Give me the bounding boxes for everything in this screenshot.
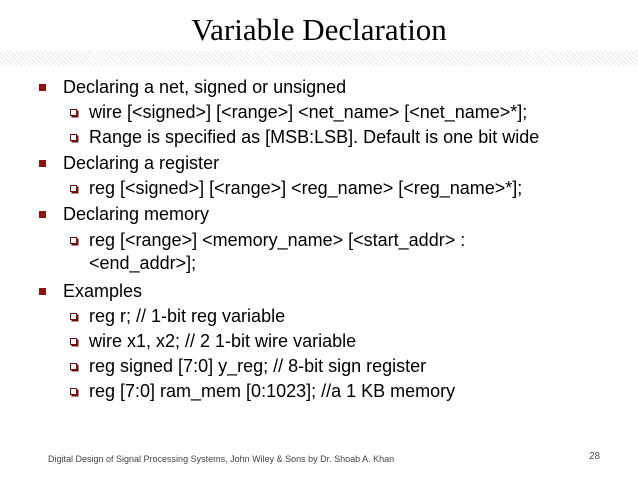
sub-bullet-continuation-text: <end_addr>]; <box>89 253 197 273</box>
square-bullet-icon <box>39 288 46 295</box>
square-bullet-icon <box>39 211 46 218</box>
sub-bullet-text: reg [<range>] <memory_name> [<start_addr> : <box>89 230 466 250</box>
title-divider-band <box>0 51 638 66</box>
bullet-text: Declaring memory <box>63 204 210 224</box>
sub-bullet-text: reg signed [7:0] y_reg; // 8-bit sign register <box>89 356 427 376</box>
page-number: 28 <box>589 451 601 462</box>
sub-bullet-text: Range is specified as [MSB:LSB]. Default is one bit wide <box>89 127 540 147</box>
sub-bullet-text: wire [<signed>] [<range>] <net_name> [<net_name>*]; <box>89 102 528 122</box>
slide-title: Variable Declaration <box>191 12 447 47</box>
hollow-square-bullet-icon <box>70 363 77 370</box>
sub-bullet-text: reg [7:0] ram_mem [0:1023]; //a 1 KB memory <box>89 381 456 401</box>
hollow-square-bullet-icon <box>70 134 77 141</box>
sub-bullet-text: wire x1, x2; // 2 1-bit wire variable <box>89 331 357 351</box>
bullet-text: Declaring a register <box>63 153 220 173</box>
hollow-square-bullet-icon <box>70 388 77 395</box>
footer-credit: Digital Design of Signal Processing Systems, John Wiley & Sons by Dr. Shoab A. Khan <box>48 454 395 464</box>
bullet-text: Examples <box>63 281 143 301</box>
square-bullet-icon <box>39 84 46 91</box>
hollow-square-bullet-icon <box>70 313 77 320</box>
hollow-square-bullet-icon <box>70 338 77 345</box>
hollow-square-bullet-icon <box>70 109 77 116</box>
sub-bullet-text: reg r; // 1-bit reg variable <box>89 306 286 326</box>
bullet-text: Declaring a net, signed or unsigned <box>63 77 347 97</box>
square-bullet-icon <box>39 160 46 167</box>
sub-bullet-text: reg [<signed>] [<range>] <reg_name> [<reg_name>*]; <box>89 178 523 198</box>
hollow-square-bullet-icon <box>70 185 77 192</box>
hollow-square-bullet-icon <box>70 237 77 244</box>
